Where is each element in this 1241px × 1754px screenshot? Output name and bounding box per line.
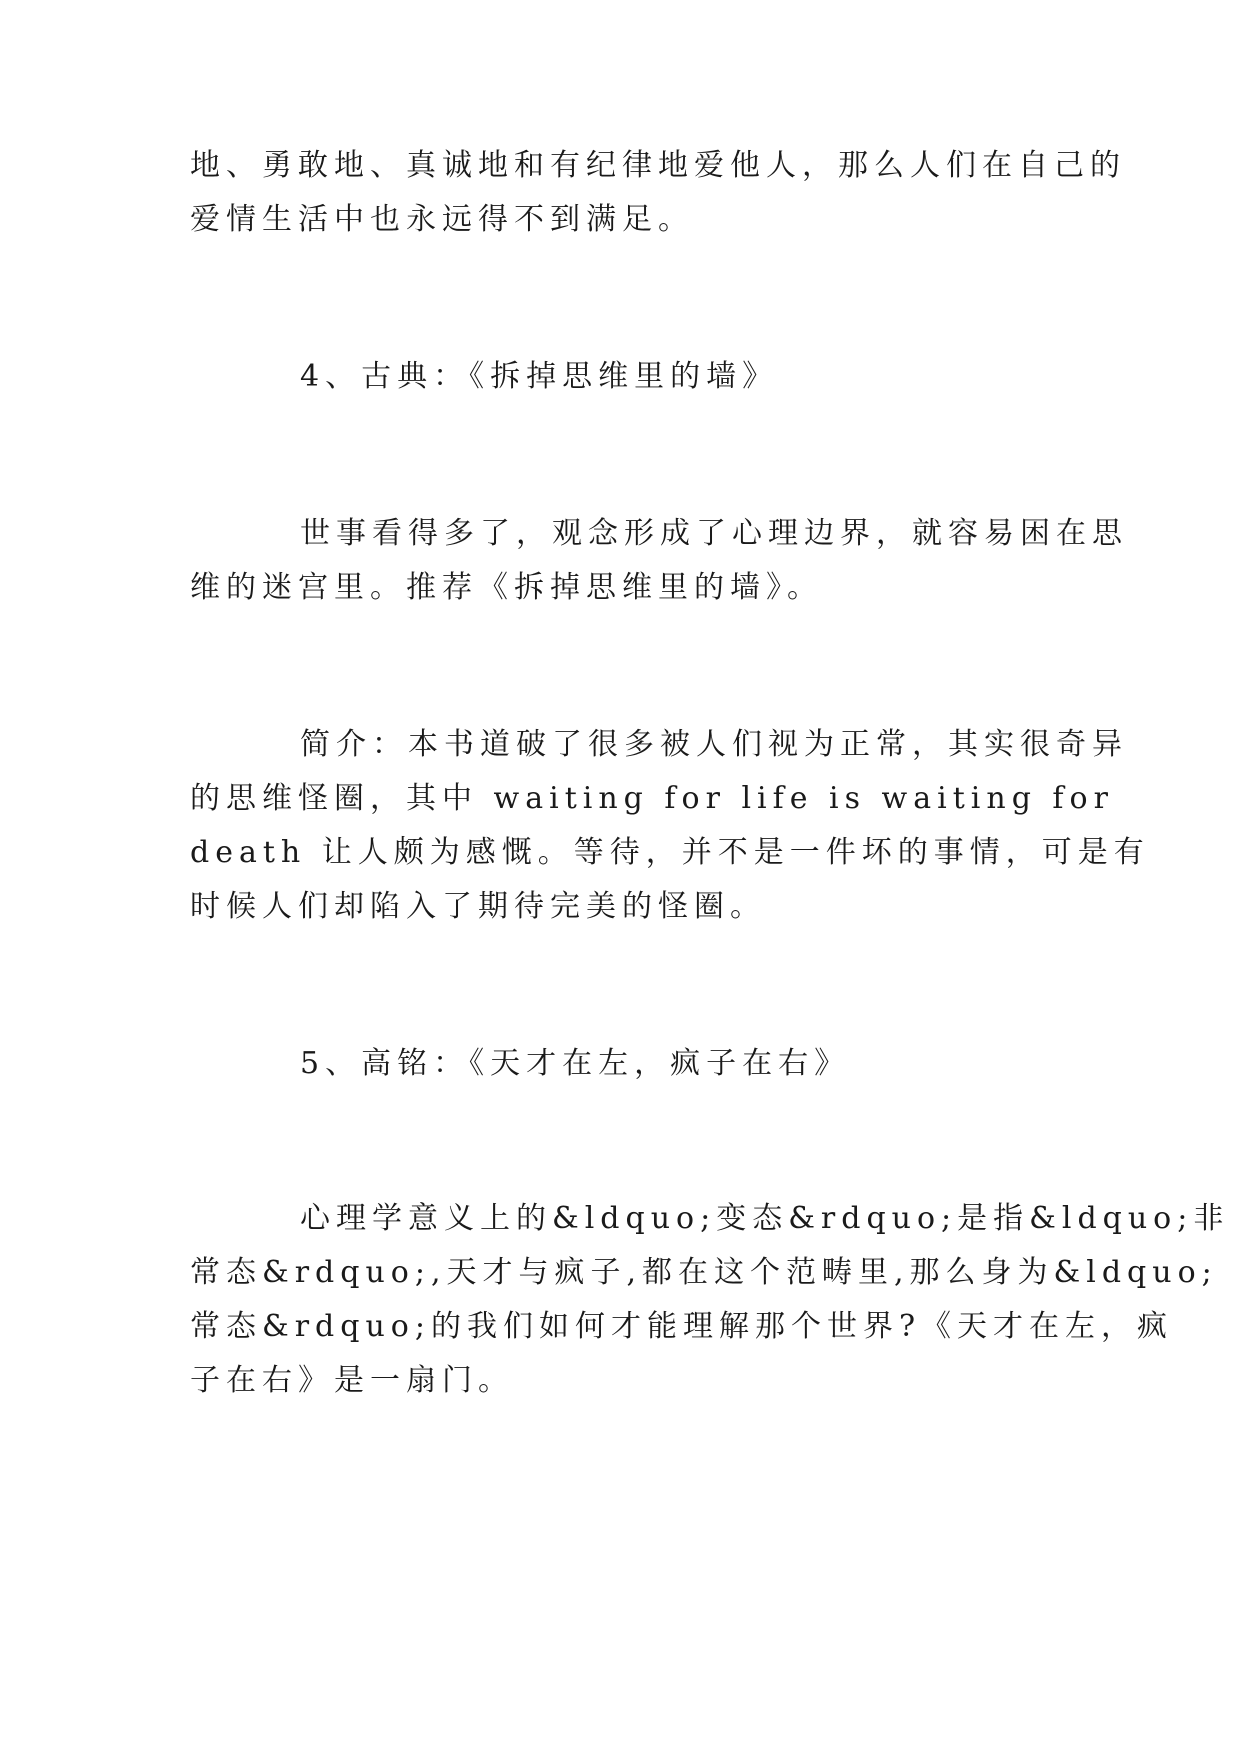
paragraph-line: death 让人颇为感慨。等待，并不是一件坏的事情，可是有 [190,835,1150,870]
paragraph-line: 地、勇敢地、真诚地和有纪律地爱他人，那么人们在自己的 [190,148,1126,183]
paragraph-line: 常态&rdquo;,天才与疯子,都在这个范畴里,那么身为&ldquo; [190,1255,1218,1290]
paragraph-line: 爱情生活中也永远得不到满足。 [190,202,694,237]
paragraph-line: 常态&rdquo;的我们如何才能理解那个世界?《天才在左，疯 [190,1309,1174,1344]
paragraph-line: 心理学意义上的&ldquo;变态&rdquo;是指&ldquo;非 [300,1201,1230,1236]
paragraph-line: 时候人们却陷入了期待完美的怪圈。 [190,889,766,924]
paragraph-line: 世事看得多了，观念形成了心理边界，就容易困在思 [300,516,1128,551]
paragraph-line: 简介：本书道破了很多被人们视为正常，其实很奇异 [300,727,1128,762]
paragraph-line: 维的迷宫里。推荐《拆掉思维里的墙》。 [190,570,823,605]
section-heading-5: 5、高铭：《天才在左，疯子在右》 [300,1046,851,1081]
paragraph-line: 的思维怪圈，其中 waiting for life is waiting for [190,781,1114,816]
section-heading-4: 4、古典：《拆掉思维里的墙》 [300,359,779,394]
paragraph-line: 子在右》是一扇门。 [190,1363,514,1398]
